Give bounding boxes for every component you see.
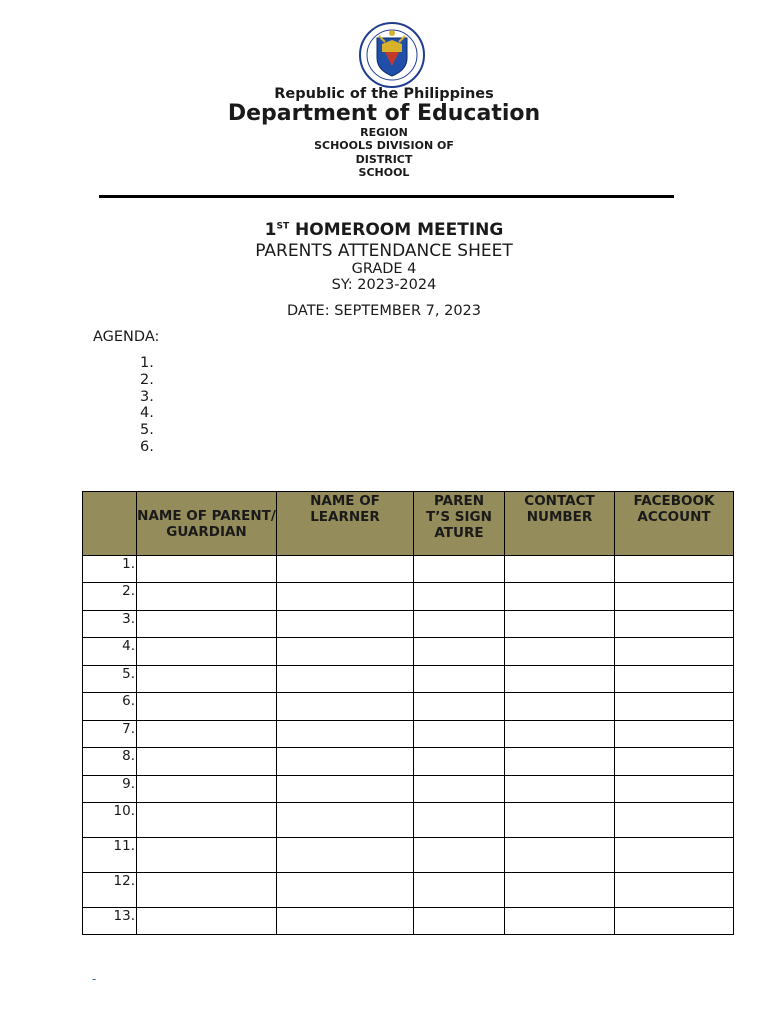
header-parent-signature: PARENT’S SIGNATURE	[414, 492, 505, 556]
table-row	[83, 803, 734, 838]
row-number: 10.	[83, 803, 137, 838]
table-row	[83, 873, 734, 908]
header-learner-name: NAME OF LEARNER	[277, 492, 414, 556]
row-number: 8.	[83, 748, 137, 776]
table-row	[83, 666, 734, 693]
division-line: SCHOOLS DIVISION OF	[314, 139, 454, 152]
parent-name-cell[interactable]	[137, 611, 277, 638]
agenda-item: 5.	[140, 422, 154, 439]
contact-number-cell[interactable]	[505, 693, 615, 721]
parent-name-cell[interactable]	[137, 908, 277, 935]
parent-signature-cell[interactable]	[414, 908, 505, 935]
agenda-item: 3.	[140, 388, 154, 405]
contact-number-cell[interactable]	[505, 803, 615, 838]
facebook-account-cell[interactable]	[615, 583, 734, 611]
table-row	[83, 721, 734, 748]
facebook-account-cell[interactable]	[615, 803, 734, 838]
grade-line: GRADE 4	[351, 261, 417, 277]
facebook-account-cell[interactable]	[615, 638, 734, 666]
table-row	[83, 693, 734, 721]
parent-name-cell[interactable]	[137, 873, 277, 908]
header-number	[83, 492, 137, 556]
sheet-title: PARENTS ATTENDANCE SHEET	[255, 241, 513, 261]
row-number: 4.	[83, 638, 137, 666]
footer-mark: -	[92, 972, 97, 986]
parent-signature-cell[interactable]	[414, 803, 505, 838]
contact-number-cell[interactable]	[505, 583, 615, 611]
table-header-row	[83, 492, 734, 556]
learner-name-cell[interactable]	[277, 803, 414, 838]
ordinal-number: 1	[264, 220, 277, 240]
learner-name-cell[interactable]	[277, 638, 414, 666]
parent-signature-cell[interactable]	[414, 666, 505, 693]
parent-signature-cell[interactable]	[414, 776, 505, 803]
parent-name-cell[interactable]	[137, 838, 277, 873]
table-row	[83, 556, 734, 583]
table-row	[83, 838, 734, 873]
parent-name-cell[interactable]	[137, 748, 277, 776]
agenda-item: 2.	[140, 371, 154, 388]
meeting-title	[0, 220, 768, 240]
table-row	[83, 611, 734, 638]
district-line: DISTRICT	[355, 153, 413, 166]
row-number: 9.	[83, 776, 137, 803]
row-number: 5.	[83, 666, 137, 693]
facebook-account-cell[interactable]	[615, 776, 734, 803]
contact-number-cell[interactable]	[505, 838, 615, 873]
meeting-name: HOMEROOM MEETING	[295, 220, 504, 240]
ordinal-suffix: ST	[276, 221, 290, 232]
learner-name-cell[interactable]	[277, 583, 414, 611]
facebook-account-cell[interactable]	[615, 908, 734, 935]
contact-number-cell[interactable]	[505, 638, 615, 666]
school-line: SCHOOL	[358, 166, 410, 179]
parent-signature-cell[interactable]	[414, 873, 505, 908]
parent-signature-cell[interactable]	[414, 693, 505, 721]
parent-signature-cell[interactable]	[414, 611, 505, 638]
learner-name-cell[interactable]	[277, 556, 414, 583]
facebook-account-cell[interactable]	[615, 556, 734, 583]
learner-name-cell[interactable]	[277, 908, 414, 935]
agenda-label: AGENDA:	[93, 329, 160, 345]
parent-signature-cell[interactable]	[414, 838, 505, 873]
facebook-account-cell[interactable]	[615, 693, 734, 721]
region-line: REGION	[360, 126, 408, 139]
header-facebook-account: FACEBOOK ACCOUNT	[615, 492, 734, 556]
learner-name-cell[interactable]	[277, 721, 414, 748]
facebook-account-cell[interactable]	[615, 748, 734, 776]
agenda-item: 4.	[140, 405, 154, 422]
table-row	[83, 776, 734, 803]
learner-name-cell[interactable]	[277, 873, 414, 908]
school-year-line: SY: 2023-2024	[331, 277, 437, 293]
facebook-account-cell[interactable]	[615, 611, 734, 638]
facebook-account-cell[interactable]	[615, 873, 734, 908]
parent-name-cell[interactable]	[137, 776, 277, 803]
attendance-table	[82, 491, 734, 935]
parent-name-cell[interactable]	[137, 666, 277, 693]
parent-signature-cell[interactable]	[414, 721, 505, 748]
row-number: 2.	[83, 583, 137, 611]
date-line: DATE: SEPTEMBER 7, 2023	[287, 303, 481, 319]
facebook-account-cell[interactable]	[615, 838, 734, 873]
deped-seal-logo	[355, 22, 429, 88]
header-contact-number: CONTACT NUMBER	[505, 492, 615, 556]
contact-number-cell[interactable]	[505, 611, 615, 638]
row-number: 12.	[83, 873, 137, 908]
contact-number-cell[interactable]	[505, 908, 615, 935]
header-parent-name: NAME OF PARENT/ GUARDIAN	[137, 492, 277, 556]
table-row	[83, 638, 734, 666]
parent-name-cell[interactable]	[137, 721, 277, 748]
agenda-list	[140, 355, 154, 456]
contact-number-cell[interactable]	[505, 721, 615, 748]
parent-name-cell[interactable]	[137, 638, 277, 666]
row-number: 1.	[83, 556, 137, 583]
learner-name-cell[interactable]	[277, 693, 414, 721]
learner-name-cell[interactable]	[277, 611, 414, 638]
parent-signature-cell[interactable]	[414, 583, 505, 611]
parent-name-cell[interactable]	[137, 803, 277, 838]
row-number: 11.	[83, 838, 137, 873]
parent-signature-cell[interactable]	[414, 638, 505, 666]
table-row	[83, 908, 734, 935]
agenda-item: 6.	[140, 438, 154, 455]
learner-name-cell[interactable]	[277, 776, 414, 803]
row-number: 7.	[83, 721, 137, 748]
department-name: Department of Education	[227, 101, 541, 126]
row-number: 13.	[83, 908, 137, 935]
parent-signature-cell[interactable]	[414, 556, 505, 583]
parent-name-cell[interactable]	[137, 693, 277, 721]
learner-name-cell[interactable]	[277, 838, 414, 873]
learner-name-cell[interactable]	[277, 666, 414, 693]
parent-name-cell[interactable]	[137, 583, 277, 611]
row-number: 6.	[83, 693, 137, 721]
contact-number-cell[interactable]	[505, 556, 615, 583]
agenda-item: 1.	[140, 355, 154, 371]
facebook-account-cell[interactable]	[615, 721, 734, 748]
parent-signature-cell[interactable]	[414, 748, 505, 776]
parent-name-cell[interactable]	[137, 556, 277, 583]
contact-number-cell[interactable]	[505, 873, 615, 908]
facebook-account-cell[interactable]	[615, 666, 734, 693]
learner-name-cell[interactable]	[277, 748, 414, 776]
contact-number-cell[interactable]	[505, 776, 615, 803]
header-divider	[99, 195, 674, 198]
table-body	[83, 556, 734, 935]
table-row	[83, 748, 734, 776]
country-name: Republic of the Philippines	[274, 86, 494, 102]
contact-number-cell[interactable]	[505, 748, 615, 776]
table-row	[83, 583, 734, 611]
row-number: 3.	[83, 611, 137, 638]
contact-number-cell[interactable]	[505, 666, 615, 693]
